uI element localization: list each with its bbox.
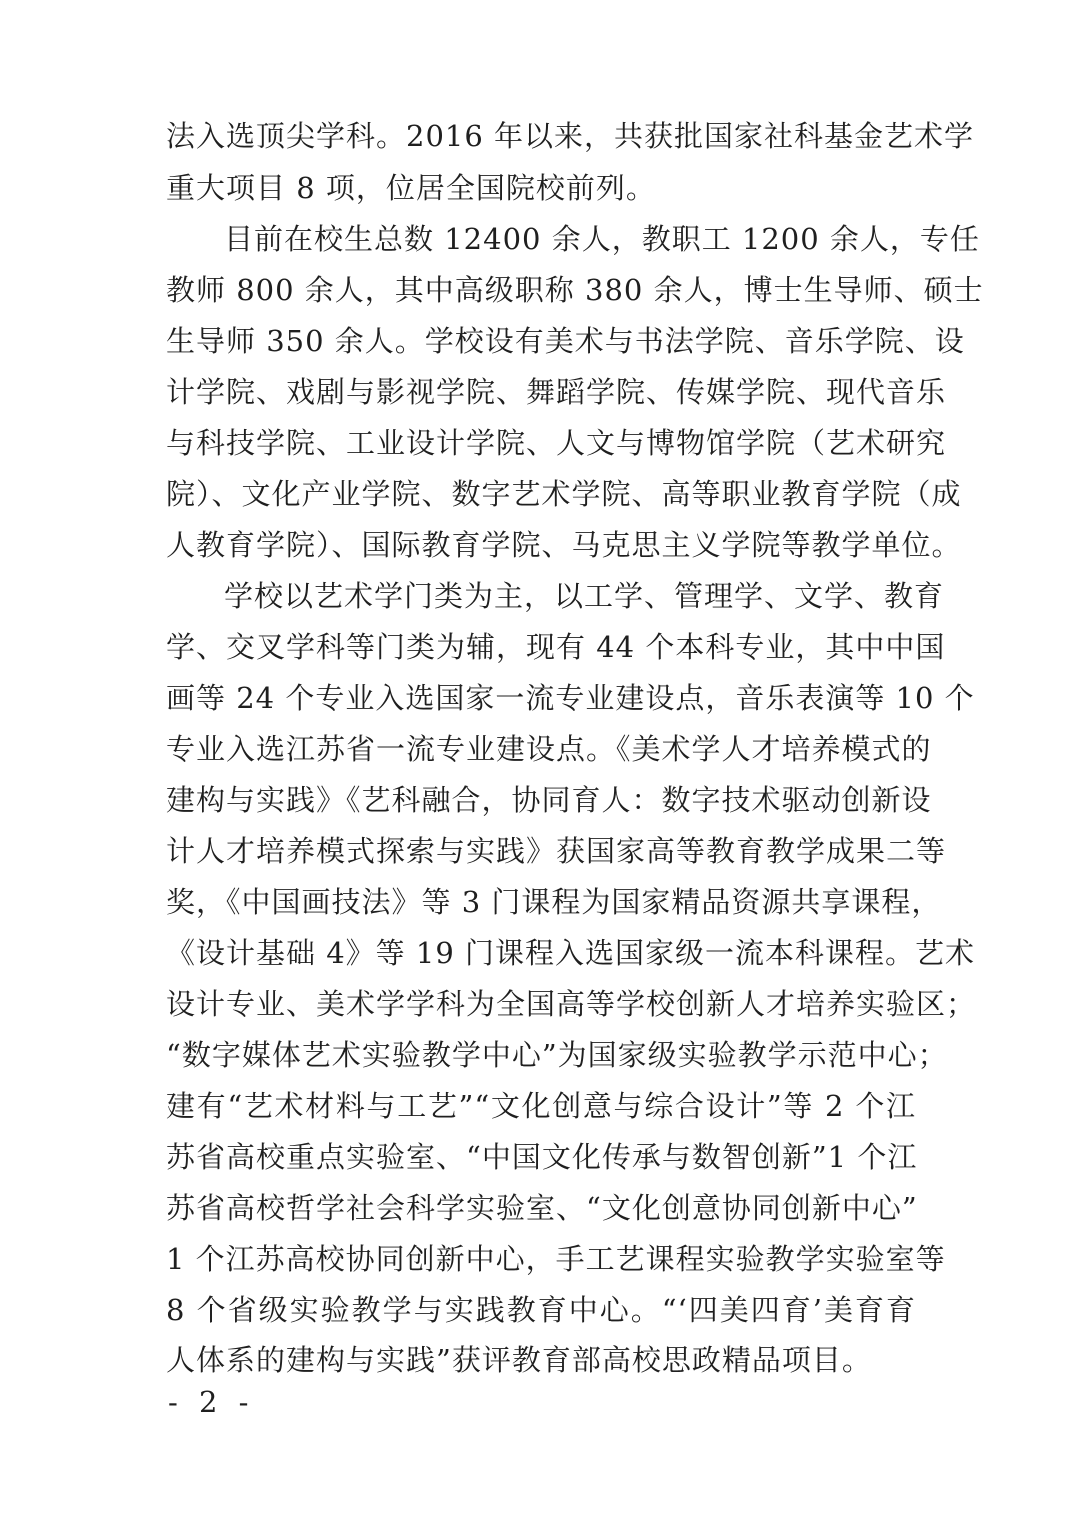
text-line: 《设计基础 4》等 19 门课程入选国家级一流本科课程。艺术 — [166, 936, 976, 970]
paragraph-first-line: 目前在校生总数 12400 余人，教职工 1200 余人，专任 — [224, 222, 980, 256]
text-line: 重大项目 8 项，位居全国院校前列。 — [166, 171, 656, 205]
text-line: 教师 800 余人，其中高级职称 380 余人，博士生导师、硕士 — [166, 273, 984, 307]
text-line: 1 个江苏高校协同创新中心，手工艺课程实验教学实验室等 — [166, 1242, 946, 1276]
text-line: 专业入选江苏省一流专业建设点。《美术学人才培养模式的 — [166, 732, 932, 766]
text-line: 苏省高校哲学社会科学实验室、“文化创意协同创新中心” — [166, 1191, 918, 1225]
text-line: 法入选顶尖学科。2016 年以来，共获批国家社科基金艺术学 — [166, 119, 975, 153]
text-line: 人体系的建构与实践”获评教育部高校思政精品项目。 — [166, 1343, 872, 1377]
text-line: 奖，《中国画技法》等 3 门课程为国家精品资源共享课程， — [166, 885, 942, 919]
text-line: 建构与实践》《艺科融合，协同育人：数字技术驱动创新设 — [166, 783, 932, 817]
text-line: 学、交叉学科等门类为辅，现有 44 个本科专业，其中中国 — [166, 630, 946, 664]
text-line: 设计专业、美术学学科为全国高等学校创新人才培养实验区； — [166, 987, 977, 1021]
text-line: 人教育学院）、国际教育学院、马克思主义学院等教学单位。 — [166, 528, 962, 562]
text-line: 计学院、戏剧与影视学院、舞蹈学院、传媒学院、现代音乐 — [166, 375, 947, 409]
text-line: 计人才培养模式探索与实践》获国家高等教育教学成果二等 — [166, 834, 947, 868]
text-line: 与科技学院、工业设计学院、人文与博物馆学院（艺术研究 — [166, 426, 947, 460]
text-line: 8 个省级实验教学与实践教育中心。“‘四美四育’美育育 — [166, 1293, 916, 1327]
text-line: 院）、文化产业学院、数字艺术学院、高等职业教育学院（成 — [166, 477, 962, 511]
page-number: - 2 - — [168, 1385, 255, 1419]
text-line: 生导师 350 余人。学校设有美术与书法学院、音乐学院、设 — [166, 324, 965, 358]
text-line: 画等 24 个专业入选国家一流专业建设点，音乐表演等 10 个 — [166, 681, 975, 715]
paragraph-first-line: 学校以艺术学门类为主，以工学、管理学、文学、教育 — [224, 579, 945, 613]
text-line: “数字媒体艺术实验教学中心”为国家级实验教学示范中心； — [166, 1038, 948, 1072]
text-line: 建有“艺术材料与工艺”“文化创意与综合设计”等 2 个江 — [166, 1089, 916, 1123]
text-line: 苏省高校重点实验室、“中国文化传承与数智创新”1 个江 — [166, 1140, 918, 1174]
